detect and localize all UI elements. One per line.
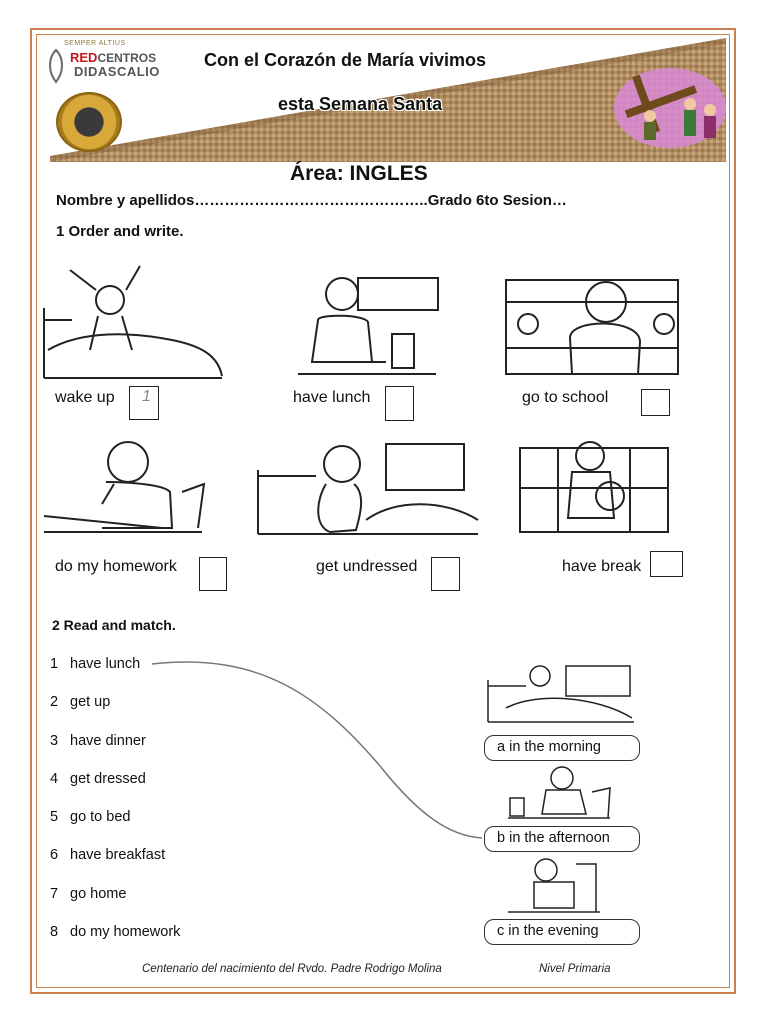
order-answer-wake-up: 1 bbox=[142, 388, 151, 405]
order-label-get-undressed: get undressed bbox=[316, 558, 418, 575]
match-item-3 bbox=[50, 733, 146, 749]
match-item-text: go to bed bbox=[70, 809, 131, 825]
match-item-text: have dinner bbox=[70, 733, 146, 749]
logo-centros-text: CENTROS bbox=[97, 51, 157, 65]
match-item-text: have lunch bbox=[70, 656, 141, 672]
order-box-have-lunch[interactable] bbox=[385, 386, 414, 421]
order-box-have-break[interactable] bbox=[650, 551, 683, 577]
have-lunch-illustration bbox=[288, 270, 440, 382]
match-item-number: 1 bbox=[50, 656, 59, 672]
go-to-school-illustration bbox=[504, 278, 680, 378]
evening-illustration bbox=[506, 856, 602, 914]
match-item-5 bbox=[50, 809, 130, 825]
match-item-6 bbox=[50, 847, 165, 863]
have-break-illustration bbox=[518, 440, 670, 540]
match-item-number: 4 bbox=[50, 771, 59, 787]
get-undressed-illustration bbox=[256, 440, 482, 544]
footer-centenary: Centenario del nacimiento del Rvdo. Padre Rodrigo Molina bbox=[142, 963, 442, 975]
match-item-text: do my homework bbox=[70, 924, 181, 940]
match-item-number: 7 bbox=[50, 886, 59, 902]
footer-level: Nivel Primaria bbox=[539, 963, 611, 975]
afternoon-illustration bbox=[506, 764, 612, 820]
wake-up-illustration bbox=[42, 260, 224, 382]
match-item-7 bbox=[50, 886, 126, 902]
match-connector-line bbox=[150, 656, 490, 846]
centenary-medal-icon bbox=[56, 92, 122, 152]
order-label-do-my-homework: do my homework bbox=[55, 558, 177, 575]
match-item-1 bbox=[50, 656, 140, 672]
match-item-number: 5 bbox=[50, 809, 59, 825]
header-title-line1: Con el Corazón de María vivimos bbox=[204, 50, 487, 70]
match-item-text: get dressed bbox=[70, 771, 146, 787]
header-title-line2: esta Semana Santa bbox=[278, 94, 443, 114]
order-label-have-break: have break bbox=[562, 558, 642, 575]
option-b-in-the-afternoon[interactable]: b in the afternoon bbox=[484, 826, 640, 852]
logo-red-text: RED bbox=[70, 50, 98, 65]
match-item-text: get up bbox=[70, 694, 111, 710]
match-item-text: go home bbox=[70, 886, 127, 902]
order-label-go-to-school: go to school bbox=[522, 389, 609, 406]
exercise1-title: 1 Order and write. bbox=[56, 223, 184, 240]
option-c-in-the-evening[interactable]: c in the evening bbox=[484, 919, 640, 945]
match-item-number: 6 bbox=[50, 847, 59, 863]
logo-emblem-icon bbox=[46, 48, 66, 84]
order-box-do-my-homework[interactable] bbox=[199, 557, 227, 591]
match-item-4 bbox=[50, 771, 146, 787]
match-item-number: 8 bbox=[50, 924, 59, 940]
student-info-line: Nombre y apellidos………………………………………..Grado 6to Sesion… bbox=[56, 192, 567, 209]
order-label-have-lunch: have lunch bbox=[293, 389, 371, 406]
do-my-homework-illustration bbox=[42, 432, 206, 536]
order-box-get-undressed[interactable] bbox=[431, 557, 460, 591]
subject-area: Área: INGLES bbox=[290, 162, 428, 185]
exercise2-title: 2 Read and match. bbox=[52, 617, 176, 633]
logo-didascalio: DIDASCALIO bbox=[74, 64, 160, 79]
order-label-wake-up: wake up bbox=[55, 389, 115, 406]
match-item-number: 3 bbox=[50, 733, 59, 749]
option-a-in-the-morning[interactable]: a in the morning bbox=[484, 735, 640, 761]
order-box-go-to-school[interactable] bbox=[641, 389, 670, 416]
match-item-text: have breakfast bbox=[70, 847, 166, 863]
match-item-8 bbox=[50, 924, 180, 940]
match-item-2 bbox=[50, 694, 110, 710]
match-item-number: 2 bbox=[50, 694, 59, 710]
logo-motto: SEMPER ALTIUS bbox=[64, 40, 126, 47]
logo-network bbox=[70, 50, 156, 65]
morning-illustration bbox=[486, 662, 636, 726]
